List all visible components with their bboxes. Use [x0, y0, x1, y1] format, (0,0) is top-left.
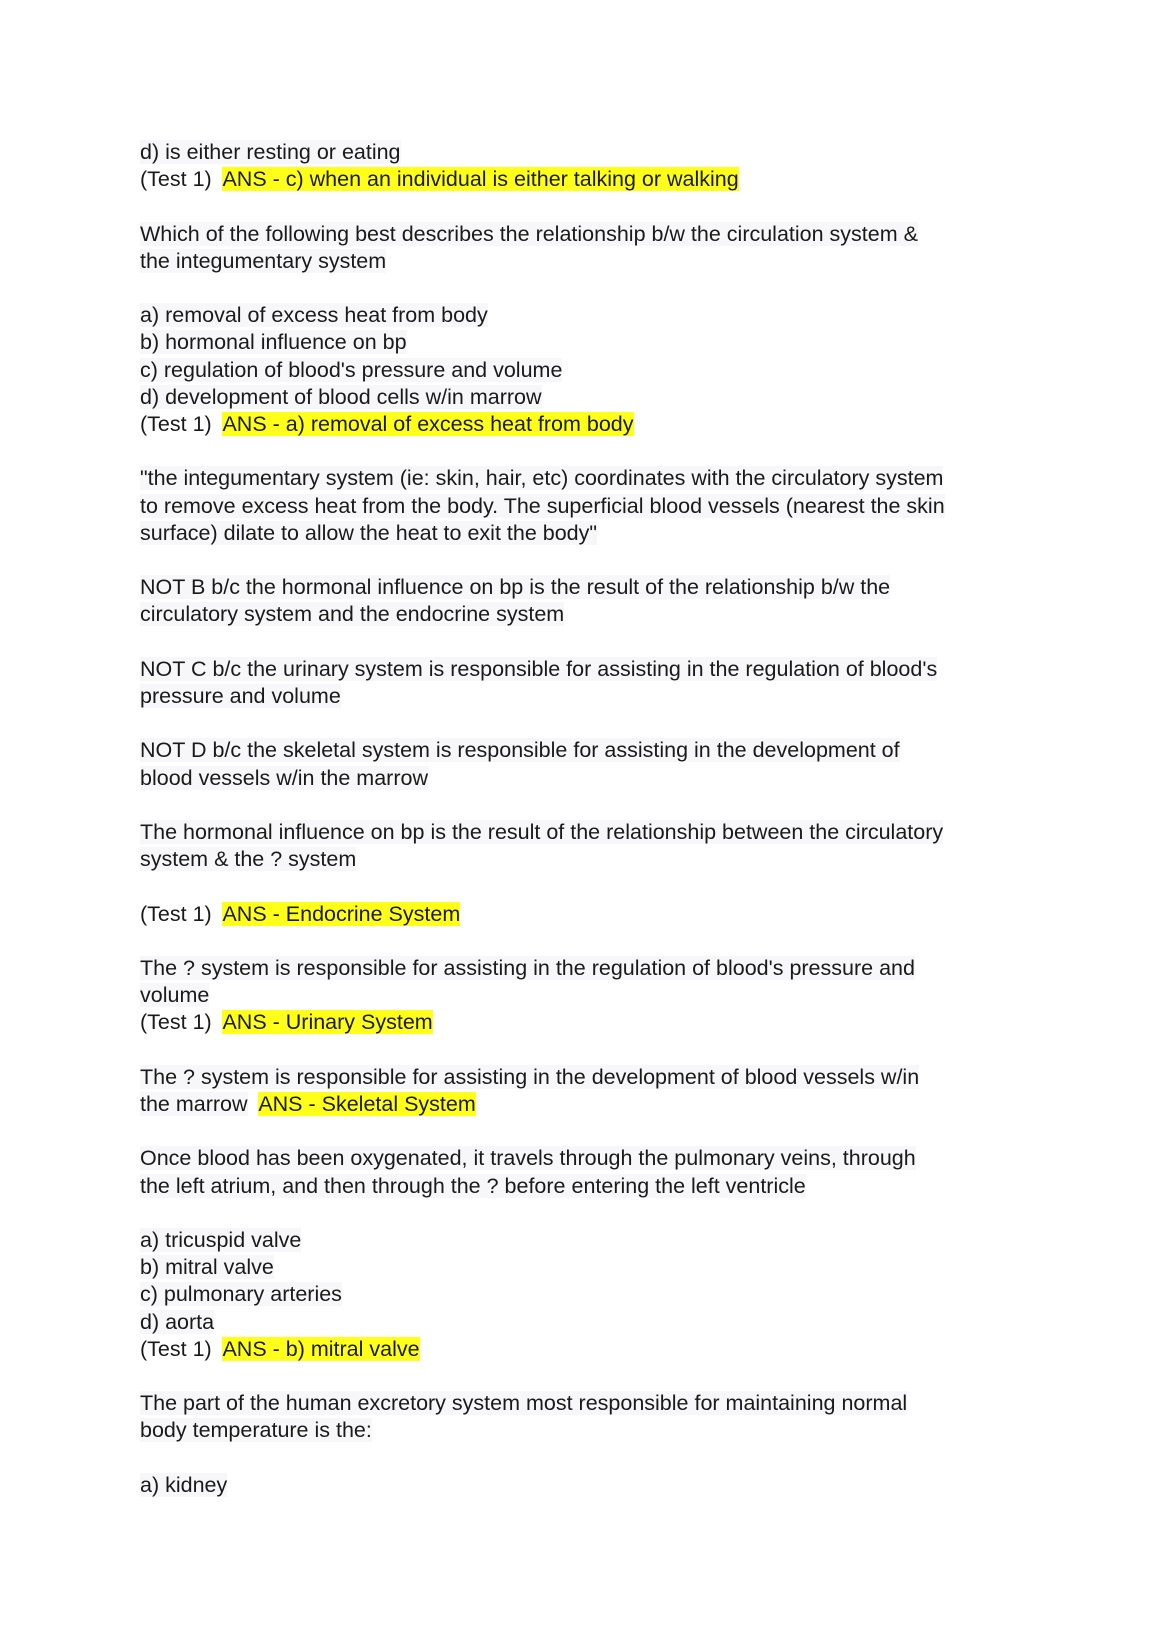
test-label: (Test 1) — [140, 167, 212, 192]
question-line — [140, 982, 1040, 1009]
option-text: d) development of blood cells w/in marrow — [140, 384, 542, 409]
question-line — [140, 1173, 1040, 1200]
explanation-text: NOT B b/c the hormonal influence on bp is the result of the relationship b/w the — [140, 575, 891, 600]
explanation-line — [140, 493, 1040, 520]
option-text: d) is either resting or eating — [140, 140, 401, 164]
option-line — [140, 384, 1040, 411]
explanation-line — [140, 601, 1040, 628]
question-text: Once blood has been oxygenated, it travels through the pulmonary veins, through — [140, 1146, 916, 1171]
explanation-text: surface) dilate to allow the heat to exit the body" — [140, 520, 598, 545]
option-line — [140, 1309, 1040, 1336]
explanation-line — [140, 465, 1040, 492]
explanation-line — [140, 765, 1040, 792]
option-line — [140, 139, 1040, 166]
question-line — [140, 1091, 1040, 1118]
test-label: (Test 1) — [140, 1336, 212, 1361]
question-line — [140, 248, 1040, 275]
answer-line — [140, 1336, 1040, 1363]
test-label: (Test 1) — [140, 412, 212, 436]
answer-line — [140, 411, 1040, 438]
option-text: a) removal of excess heat from body — [140, 303, 488, 328]
explanation-text: NOT D b/c the skeletal system is responsible for assisting in the development of — [140, 738, 900, 763]
question-text: The hormonal influence on bp is the result of the relationship between the circulatory — [140, 819, 944, 844]
question-text: The part of the human excretory system most responsible for maintaining normal — [140, 1391, 908, 1416]
option-text: a) tricuspid valve — [140, 1227, 302, 1252]
explanation-text: NOT C b/c the urinary system is responsible for assisting in the regulation of blood's — [140, 656, 938, 681]
answer-highlight: ANS - Urinary System — [222, 1010, 433, 1035]
explanation-line — [140, 520, 1040, 547]
question-text: system & the ? system — [140, 847, 357, 872]
question-line — [140, 1390, 1040, 1417]
option-line — [140, 302, 1040, 329]
question-line — [140, 1417, 1040, 1444]
answer-highlight: ANS - Endocrine System — [222, 901, 461, 926]
answer-line — [140, 901, 1040, 928]
answer-line — [140, 166, 1040, 193]
question-text: body temperature is the: — [140, 1418, 372, 1443]
question-line — [140, 1145, 1040, 1172]
option-text: b) hormonal influence on bp — [140, 330, 407, 355]
explanation-text: pressure and volume — [140, 683, 341, 708]
question-line — [140, 221, 1040, 248]
option-text: a) kidney — [140, 1472, 228, 1497]
question-text: Which of the following best describes the relationship b/w the circulation system & — [140, 221, 918, 246]
option-line — [140, 1254, 1040, 1281]
explanation-text: to remove excess heat from the body. The superficial blood vessels (nearest the skin — [140, 493, 945, 518]
option-line — [140, 1281, 1040, 1308]
explanation-text: "the integumentary system (ie: skin, hair, etc) coordinates with the circulatory system — [140, 466, 944, 491]
question-text: The ? system is responsible for assisting in the development of blood vessels w/in — [140, 1064, 920, 1089]
document-content — [140, 139, 1040, 1499]
option-line — [140, 329, 1040, 356]
answer-highlight: ANS - c) when an individual is either talking or walking — [222, 167, 739, 192]
option-text: c) pulmonary arteries — [140, 1282, 342, 1307]
answer-line — [140, 1009, 1040, 1036]
explanation-line — [140, 656, 1040, 683]
question-text: volume — [140, 983, 210, 1008]
explanation-line — [140, 737, 1040, 764]
explanation-line — [140, 574, 1040, 601]
option-text: c) regulation of blood's pressure and volume — [140, 357, 563, 382]
answer-highlight: ANS - b) mitral valve — [222, 1336, 420, 1361]
test-label: (Test 1) — [140, 1010, 212, 1035]
question-text: The ? system is responsible for assisting in the regulation of blood's pressure and — [140, 955, 915, 980]
test-label: (Test 1) — [140, 901, 212, 926]
option-text: b) mitral valve — [140, 1255, 274, 1280]
option-line — [140, 357, 1040, 384]
answer-highlight: ANS - a) removal of excess heat from body — [222, 412, 634, 436]
option-text: d) aorta — [140, 1309, 215, 1334]
question-text: the left atrium, and then through the ? before entering the left ventricle — [140, 1173, 806, 1198]
option-line — [140, 1472, 1040, 1499]
explanation-text: circulatory system and the endocrine system — [140, 602, 565, 627]
question-text: the marrow — [140, 1091, 248, 1116]
question-line — [140, 819, 1040, 846]
option-line — [140, 1227, 1040, 1254]
explanation-line — [140, 683, 1040, 710]
question-line — [140, 955, 1040, 982]
question-line — [140, 846, 1040, 873]
answer-highlight: ANS - Skeletal System — [258, 1091, 476, 1116]
explanation-text: blood vessels w/in the marrow — [140, 765, 428, 790]
question-text: the integumentary system — [140, 248, 387, 273]
question-line — [140, 1064, 1040, 1091]
